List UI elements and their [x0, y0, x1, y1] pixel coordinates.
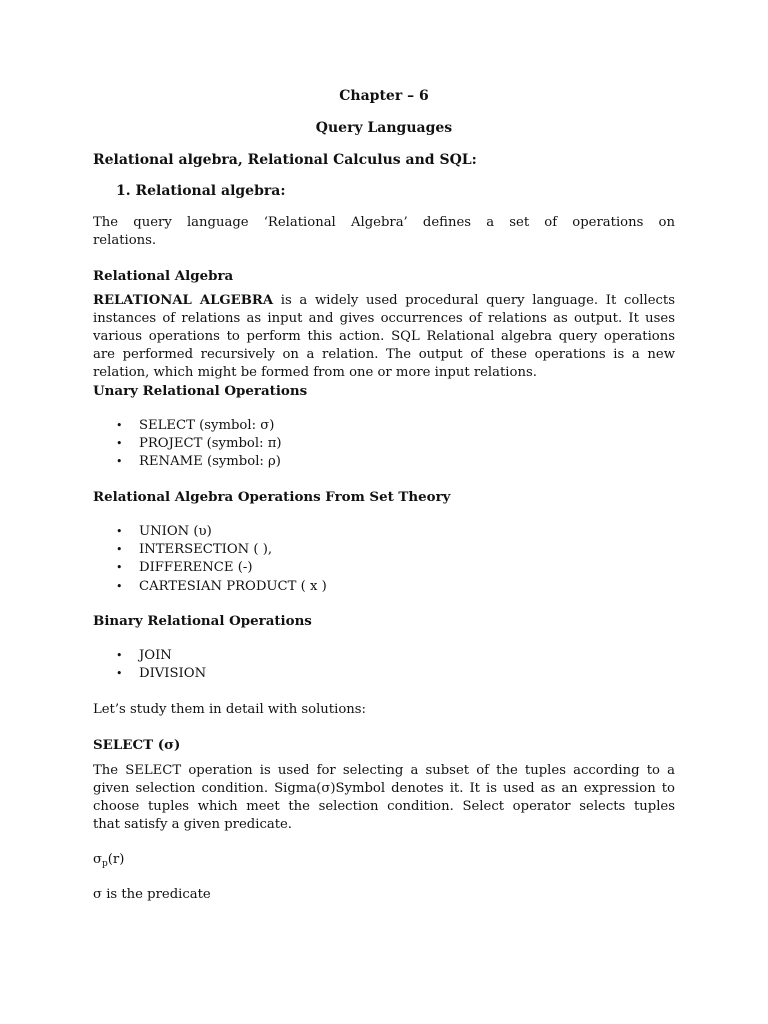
intro-line-1: The query language ‘Relational Algebra’ defines a set of operations on [93, 215, 675, 230]
section-number: 1. [116, 183, 131, 199]
ra-para-line-3: various operations to perform this action. SQL Relational algebra query operations [93, 329, 675, 344]
list-item [116, 541, 272, 559]
ra-bold-lead: RELATIONAL ALGEBRA [93, 293, 274, 308]
ra-para-line-1-rest: is a widely used procedural query language. It collects [273, 293, 675, 308]
select-line-2: given selection condition. Sigma(σ)Symbol denotes it. It is used as an expression to [93, 781, 675, 796]
list-item-label: JOIN [139, 648, 172, 663]
list-item [116, 647, 172, 665]
list-item-label: INTERSECTION ( ), [139, 542, 273, 557]
list-item-label: CARTESIAN PRODUCT ( x ) [139, 579, 327, 594]
bullet-icon: • [116, 667, 123, 680]
list-item-label: RENAME (symbol: ρ) [139, 454, 281, 469]
chapter-title: Chapter – 6 [339, 88, 429, 104]
formula-sigma: σ [93, 852, 103, 867]
formula-subscript: p [102, 859, 108, 869]
list-item [116, 453, 281, 471]
select-formula [93, 851, 675, 873]
ra-para-line-5: relation, which might be formed from one or more input relations. [93, 365, 537, 380]
ra-para-line-2: instances of relations as input and gives occurrences of relations as output. It uses [93, 311, 675, 326]
bullet-icon: • [116, 649, 123, 662]
list-item-label: DIVISION [139, 666, 207, 681]
select-line-3: choose tuples which meet the selection condition. Select operator selects tuples [93, 799, 675, 814]
list-item [116, 578, 327, 596]
list-item-label: SELECT (symbol: σ) [139, 418, 275, 433]
list-item [116, 523, 212, 541]
select-line-4: that satisfy a given predicate. [93, 817, 292, 832]
formula-argument: (r) [107, 852, 125, 867]
select-heading: SELECT (σ) [93, 737, 181, 753]
bullet-icon: • [116, 561, 123, 574]
list-item-label: UNION (υ) [139, 524, 212, 539]
section-heading [116, 181, 286, 201]
list-item-label: PROJECT (symbol: π) [139, 436, 282, 451]
list-item [116, 665, 206, 683]
bullet-icon: • [116, 419, 123, 432]
ra-para-line-4: are performed recursively on a relation. The output of these operations is a new [93, 347, 675, 362]
bullet-icon: • [116, 525, 123, 538]
study-line: Let’s study them in detail with solutions: [93, 702, 366, 717]
list-item-label: DIFFERENCE (-) [139, 560, 253, 575]
list-item [116, 417, 274, 435]
list-item [116, 559, 252, 577]
set-theory-heading: Relational Algebra Operations From Set Theory [93, 489, 451, 505]
bullet-icon: • [116, 455, 123, 468]
unary-heading: Unary Relational Operations [93, 383, 308, 399]
bullet-icon: • [116, 580, 123, 593]
main-heading: Relational algebra, Relational Calculus and SQL: [93, 152, 477, 168]
list-item [116, 435, 282, 453]
ra-para-line-1 [93, 292, 675, 310]
chapter-subtitle: Query Languages [315, 120, 453, 136]
bullet-icon: • [116, 543, 123, 556]
intro-line-2: relations. [93, 233, 157, 248]
predicate-line: σ is the predicate [93, 887, 211, 902]
section-title: Relational algebra: [135, 183, 286, 199]
select-line-1: The SELECT operation is used for selecting a subset of the tuples according to a [93, 763, 675, 778]
binary-heading: Binary Relational Operations [93, 613, 312, 629]
relational-algebra-heading: Relational Algebra [93, 268, 234, 284]
bullet-icon: • [116, 437, 123, 450]
